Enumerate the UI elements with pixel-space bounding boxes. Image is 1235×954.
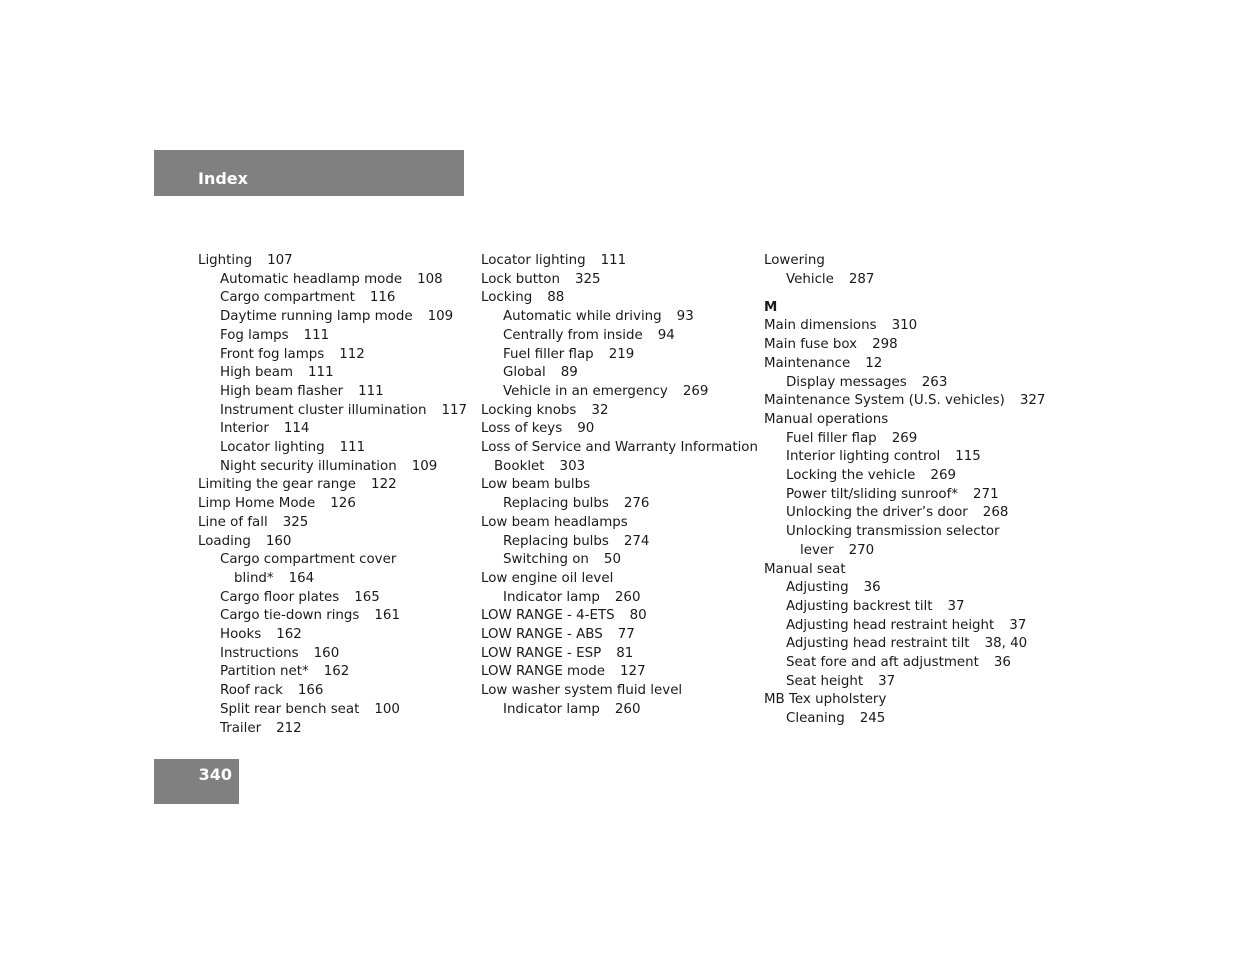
index-term: lever <box>800 542 834 558</box>
index-entry <box>764 430 1044 449</box>
index-page-ref: 325 <box>282 514 309 530</box>
index-page-ref: 160 <box>313 645 340 661</box>
index-entry <box>198 495 468 514</box>
index-term: Partition net* <box>220 664 309 680</box>
index-page-ref: 116 <box>369 290 396 306</box>
index-term: M <box>764 299 778 315</box>
index-term: Night security illumination <box>220 458 397 474</box>
index-page-ref: 164 <box>288 570 315 586</box>
index-page-ref: 112 <box>339 346 365 362</box>
index-entry <box>764 542 1044 561</box>
index-page-ref: 89 <box>560 365 578 381</box>
index-page-ref: 117 <box>441 402 468 418</box>
index-term: Adjusting head restraint tilt <box>786 636 970 652</box>
index-entry <box>198 476 468 495</box>
index-entry <box>198 252 468 271</box>
index-entry <box>764 561 1044 580</box>
index-term: Cargo tie-down rings <box>220 608 360 624</box>
index-page-ref: 274 <box>623 533 650 549</box>
index-page-ref: 37 <box>947 598 965 614</box>
index-term: Loss of keys <box>481 421 563 437</box>
index-entry <box>481 626 756 645</box>
index-entry <box>764 635 1044 654</box>
index-entry <box>764 654 1044 673</box>
index-page-ref: 88 <box>547 290 565 306</box>
index-term: Lighting <box>198 253 253 268</box>
index-entry <box>198 701 468 720</box>
index-page-ref: 327 <box>1019 393 1046 409</box>
index-term: Daytime running lamp mode <box>220 309 413 325</box>
index-entry <box>198 308 468 327</box>
index-entry <box>764 411 1044 430</box>
index-entry <box>481 701 756 720</box>
index-entry <box>764 467 1044 486</box>
index-term: Unlocking transmission selector <box>786 524 1000 540</box>
page-number: 340 <box>198 765 232 784</box>
index-term: Interior <box>220 421 269 437</box>
index-page-ref: 109 <box>411 458 438 474</box>
index-entry <box>481 346 756 365</box>
index-page-ref: 260 <box>614 589 641 605</box>
index-term: Low washer system fluid level <box>481 683 683 699</box>
index-page-ref: 36 <box>863 580 881 596</box>
index-term: LOW RANGE - 4-ETS <box>481 608 615 624</box>
index-page-ref: 111 <box>600 253 627 268</box>
index-entry <box>481 271 756 290</box>
index-term: Locking <box>481 290 533 306</box>
index-term: Main dimensions <box>764 318 877 334</box>
index-entry <box>764 355 1044 374</box>
index-term: Unlocking the driver’s door <box>786 505 968 521</box>
index-page-ref: 94 <box>657 327 675 343</box>
index-column-3 <box>764 252 1044 729</box>
index-entry <box>481 514 756 533</box>
index-page-ref: 269 <box>930 468 956 484</box>
index-term: blind* <box>234 570 274 586</box>
index-term: Lowering <box>764 253 825 268</box>
index-term: Adjusting head restraint height <box>786 617 995 633</box>
index-term: Low beam bulbs <box>481 477 591 493</box>
index-entry <box>764 392 1044 411</box>
index-entry <box>764 691 1044 710</box>
index-term: Low beam headlamps <box>481 514 628 530</box>
index-page-ref: 12 <box>865 355 883 371</box>
index-page-ref: 298 <box>872 337 898 353</box>
index-entry <box>764 673 1044 692</box>
index-page-ref: 162 <box>276 627 302 643</box>
index-page-ref: 276 <box>623 496 650 512</box>
index-term: Replacing bulbs <box>503 533 609 549</box>
index-term: Limp Home Mode <box>198 496 316 512</box>
index-entry <box>198 645 468 664</box>
index-term: Front fog lamps <box>220 346 325 362</box>
index-entry <box>198 551 468 570</box>
index-entry <box>481 420 756 439</box>
index-entry <box>764 504 1044 523</box>
index-term: Switching on <box>503 552 589 568</box>
index-entry <box>198 607 468 626</box>
index-term: High beam <box>220 365 294 381</box>
index-page-ref: 81 <box>616 645 634 661</box>
index-page-ref: 90 <box>577 421 595 437</box>
index-term: Manual operations <box>764 411 889 427</box>
index-page-ref: 126 <box>330 496 356 512</box>
index-entry <box>481 663 756 682</box>
index-term: Instrument cluster illumination <box>220 402 427 418</box>
header-bar <box>154 150 464 196</box>
index-entry <box>198 720 468 739</box>
index-page-ref: 109 <box>427 309 454 325</box>
index-term: Manual seat <box>764 561 846 577</box>
index-page-ref: 212 <box>276 720 302 736</box>
index-entry <box>764 271 1044 290</box>
index-term: Locator lighting <box>481 253 586 268</box>
index-page-ref: 303 <box>559 458 586 474</box>
index-page-ref: 122 <box>371 477 397 493</box>
index-page-ref: 38, 40 <box>984 636 1028 652</box>
index-page-ref: 111 <box>339 440 366 456</box>
index-term: Line of fall <box>198 514 268 530</box>
index-entry <box>198 420 468 439</box>
index-term: Automatic headlamp mode <box>220 271 403 287</box>
index-page-ref: 160 <box>265 533 292 549</box>
index-entry <box>764 710 1044 729</box>
index-entry <box>481 327 756 346</box>
index-term: Fog lamps <box>220 327 289 343</box>
index-page-ref: 161 <box>374 608 400 624</box>
index-term: Instructions <box>220 645 299 661</box>
index-entry <box>198 514 468 533</box>
index-page-ref: 269 <box>682 383 709 399</box>
index-entry <box>764 579 1044 598</box>
index-term: LOW RANGE - ABS <box>481 627 603 643</box>
index-entry <box>198 533 468 552</box>
index-entry <box>481 645 756 664</box>
index-term: Locking the vehicle <box>786 468 916 484</box>
index-term: Replacing bulbs <box>503 496 609 512</box>
index-term: Power tilt/sliding sunroof* <box>786 486 959 502</box>
index-page-ref: 269 <box>891 430 918 446</box>
index-page-ref: 50 <box>603 552 621 568</box>
index-entry <box>198 402 468 421</box>
index-column-2 <box>481 252 756 720</box>
index-term: Adjusting <box>786 580 849 596</box>
index-page-ref: 271 <box>973 486 999 502</box>
index-entry <box>481 533 756 552</box>
index-page-ref: 310 <box>891 318 918 334</box>
index-page-ref: 165 <box>354 589 380 605</box>
index-page-ref: 166 <box>297 683 324 699</box>
index-term: Split rear bench seat <box>220 701 360 717</box>
index-entry <box>198 626 468 645</box>
index-term: Indicator lamp <box>503 701 600 717</box>
index-page-ref: 80 <box>629 608 647 624</box>
index-page-ref: 127 <box>620 664 646 680</box>
index-term: Cleaning <box>786 711 845 727</box>
index-page-ref: 115 <box>955 449 981 465</box>
index-term: Cargo compartment <box>220 290 355 306</box>
index-page-ref: 111 <box>303 327 330 343</box>
index-page-ref: 108 <box>417 271 443 287</box>
index-term: Trailer <box>220 720 262 736</box>
index-term: Centrally from inside <box>503 327 643 343</box>
index-term: Adjusting backrest tilt <box>786 598 933 614</box>
index-entry <box>481 252 756 271</box>
index-term: Locking knobs <box>481 402 577 418</box>
index-entry <box>198 589 468 608</box>
index-entry <box>481 458 756 477</box>
index-term: Locator lighting <box>220 440 325 456</box>
index-page-ref: 325 <box>574 271 601 287</box>
index-entry <box>198 364 468 383</box>
index-page-ref: 36 <box>993 655 1011 671</box>
index-entry <box>764 252 1044 271</box>
index-term: Low engine oil level <box>481 570 614 586</box>
index-term: Maintenance System (U.S. vehicles) <box>764 393 1005 409</box>
index-page-ref: 37 <box>1009 617 1027 633</box>
index-page-ref: 270 <box>848 542 875 558</box>
index-entry <box>481 476 756 495</box>
index-entry <box>481 570 756 589</box>
index-entry <box>764 317 1044 336</box>
index-term: LOW RANGE - ESP <box>481 645 602 661</box>
index-term: LOW RANGE mode <box>481 664 606 680</box>
page-title: Index <box>198 169 248 188</box>
index-page-ref: 32 <box>591 402 609 418</box>
index-term: Loading <box>198 533 251 549</box>
index-page-ref: 93 <box>676 309 694 325</box>
index-page-ref: 245 <box>859 711 886 727</box>
index-entry <box>481 308 756 327</box>
index-page-ref: 260 <box>614 701 641 717</box>
index-term: Hooks <box>220 627 262 643</box>
index-term: Vehicle in an emergency <box>503 383 668 399</box>
index-page-ref: 219 <box>608 346 635 362</box>
index-entry <box>198 439 468 458</box>
index-term: Automatic while driving <box>503 309 662 325</box>
index-term: Fuel filler flap <box>786 430 877 446</box>
index-term: Loss of Service and Warranty Information <box>481 440 758 456</box>
index-entry <box>764 617 1044 636</box>
index-term: Seat fore and aft adjustment <box>786 655 979 671</box>
index-page-ref: 77 <box>617 627 635 643</box>
index-page-ref: 268 <box>982 505 1009 521</box>
index-page-ref: 100 <box>374 701 400 717</box>
index-term: Lock button <box>481 271 560 287</box>
index-page-ref: 111 <box>308 365 334 381</box>
index-entry <box>198 458 468 477</box>
index-entry <box>198 271 468 290</box>
index-term: Fuel filler flap <box>503 346 594 362</box>
index-entry <box>198 383 468 402</box>
index-term: Vehicle <box>786 271 834 287</box>
index-column-1 <box>198 252 468 738</box>
index-entry <box>481 551 756 570</box>
index-entry <box>481 495 756 514</box>
index-term: Cargo compartment cover <box>220 552 397 568</box>
index-page-ref: 37 <box>878 673 896 689</box>
index-entry <box>198 289 468 308</box>
index-entry <box>764 448 1044 467</box>
index-entry <box>481 289 756 308</box>
index-term: Global <box>503 365 546 381</box>
index-entry <box>481 439 756 458</box>
index-page-ref: 263 <box>921 374 948 390</box>
index-entry <box>764 523 1044 542</box>
index-term: Indicator lamp <box>503 589 600 605</box>
index-entry <box>198 346 468 365</box>
index-entry <box>481 383 756 402</box>
index-page-ref: 114 <box>283 421 310 437</box>
index-page-ref: 107 <box>267 253 293 268</box>
index-entry <box>198 663 468 682</box>
index-term: Main fuse box <box>764 337 858 353</box>
index-entry <box>198 570 468 589</box>
index-entry <box>764 336 1044 355</box>
index-term: Cargo floor plates <box>220 589 340 605</box>
index-term: Roof rack <box>220 683 283 699</box>
index-term: Seat height <box>786 673 864 689</box>
index-page-ref: 162 <box>323 664 350 680</box>
index-entry <box>198 682 468 701</box>
index-term: Booklet <box>494 458 545 474</box>
index-entry <box>481 607 756 626</box>
index-page-ref: 287 <box>848 271 875 287</box>
index-entry <box>481 682 756 701</box>
index-entry <box>481 402 756 421</box>
index-letter-heading <box>764 299 1044 318</box>
index-term: High beam flasher <box>220 383 344 399</box>
index-entry <box>198 327 468 346</box>
index-entry <box>481 589 756 608</box>
index-entry <box>764 374 1044 393</box>
index-page-ref: 111 <box>358 383 384 399</box>
index-term: Maintenance <box>764 355 851 371</box>
page-number-box <box>154 759 239 804</box>
index-entry <box>764 486 1044 505</box>
index-term: Limiting the gear range <box>198 477 357 493</box>
index-term: Interior lighting control <box>786 449 941 465</box>
index-term: Display messages <box>786 374 907 390</box>
index-entry <box>764 598 1044 617</box>
index-entry <box>481 364 756 383</box>
index-term: MB Tex upholstery <box>764 692 887 708</box>
